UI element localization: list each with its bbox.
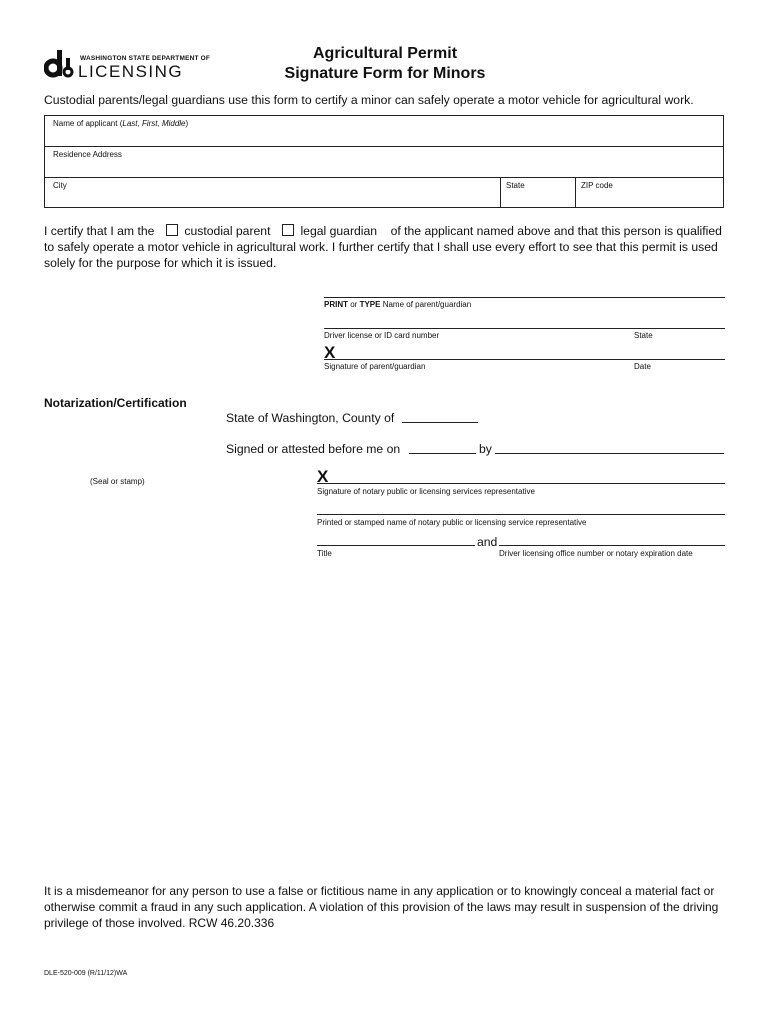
notary-printed-name-line[interactable] (317, 514, 725, 515)
parent-state-label: State (634, 331, 653, 340)
custodial-parent-label: custodial parent (184, 224, 271, 238)
title-line-2: Signature Form for Minors (284, 65, 486, 82)
parent-name-label (324, 300, 471, 309)
signed-before-text: Signed or attested before me on (226, 442, 401, 456)
driver-license-line[interactable] (324, 328, 725, 329)
seal-stamp-label: (Seal or stamp) (90, 477, 145, 486)
zip-field[interactable]: ZIP code (581, 181, 613, 190)
parent-signature-line[interactable] (324, 359, 725, 360)
certify-rest: of the applicant named above and that this person is qualified to safely operate a motor vehicle in agricultural work. I further certify that I shall use every effort to see that this permit is used solely for the purpose for which it is issued. (44, 224, 722, 270)
legal-guardian-label: legal guardian (300, 224, 378, 238)
certify-paragraph (44, 223, 734, 271)
name-rest: Name of parent/guardian (380, 300, 472, 309)
name-label-italic: Last, First, Middle (122, 119, 186, 128)
dol-logo-icon (44, 50, 76, 80)
applicant-box (44, 115, 724, 208)
by-text: by (479, 442, 492, 456)
type-word: TYPE (359, 300, 381, 309)
notary-signature-line[interactable] (317, 483, 725, 484)
signed-by-field[interactable] (495, 453, 724, 454)
title-label: Title (317, 549, 332, 558)
notary-signature-x: X (317, 467, 329, 486)
parent-date-label: Date (634, 362, 651, 371)
column-divider (575, 177, 576, 208)
agency-line: WASHINGTON STATE DEPARTMENT OF (80, 55, 211, 62)
notary-signature-label: Signature of notary public or licensing services representative (317, 487, 535, 496)
title-line-1: Agricultural Permit (312, 45, 458, 62)
custodial-parent-checkbox[interactable] (166, 224, 178, 236)
state-county-text: State of Washington, County of (226, 411, 395, 425)
print-word: PRINT (324, 300, 348, 309)
applicant-name-field[interactable] (53, 119, 188, 128)
row-divider (44, 146, 724, 147)
title-line[interactable] (317, 545, 475, 546)
name-label: Name of applicant ( (53, 119, 123, 128)
county-field[interactable] (402, 422, 478, 423)
office-number-line[interactable] (499, 545, 725, 546)
form-number: DLE-520-009 (R/11/12)WA (44, 970, 128, 977)
page-title (250, 44, 520, 84)
parent-signature-label: Signature of parent/guardian (324, 362, 426, 371)
certify-prefix: I certify that I am the (44, 224, 155, 238)
agency-wordmark: LICENSING (78, 62, 184, 81)
legal-notice: It is a misdemeanor for any person to use a false or fictitious name in any application or to knowingly conceal a material fact or otherwise commit a fraud in any such application. A violation of this provision of the laws may result in suspension of the driving privilege of those involved. RCW 46.20.336 (44, 884, 719, 930)
row-divider (44, 177, 724, 178)
intro-text: Custodial parents/legal guardians use this form to certify a minor can safely operate a motor vehicle for agricultural work. (44, 93, 694, 107)
state-field[interactable]: State (506, 181, 525, 190)
residence-address-field[interactable]: Residence Address (53, 150, 122, 159)
parent-name-line[interactable] (324, 297, 725, 298)
name-label-end: ) (185, 119, 189, 128)
column-divider (500, 177, 501, 208)
notary-printed-name-label: Printed or stamped name of notary public or licensing service representative (317, 518, 587, 527)
or-word: or (348, 300, 360, 309)
and-text: and (477, 535, 498, 549)
office-number-label: Driver licensing office number or notary expiration date (499, 549, 693, 558)
driver-license-label: Driver license or ID card number (324, 331, 440, 340)
legal-guardian-checkbox[interactable] (282, 224, 294, 236)
signed-date-field[interactable] (409, 453, 476, 454)
notarization-heading: Notarization/Certification (44, 396, 187, 410)
city-field[interactable]: City (53, 181, 67, 190)
parent-signature-x: X (324, 343, 336, 362)
